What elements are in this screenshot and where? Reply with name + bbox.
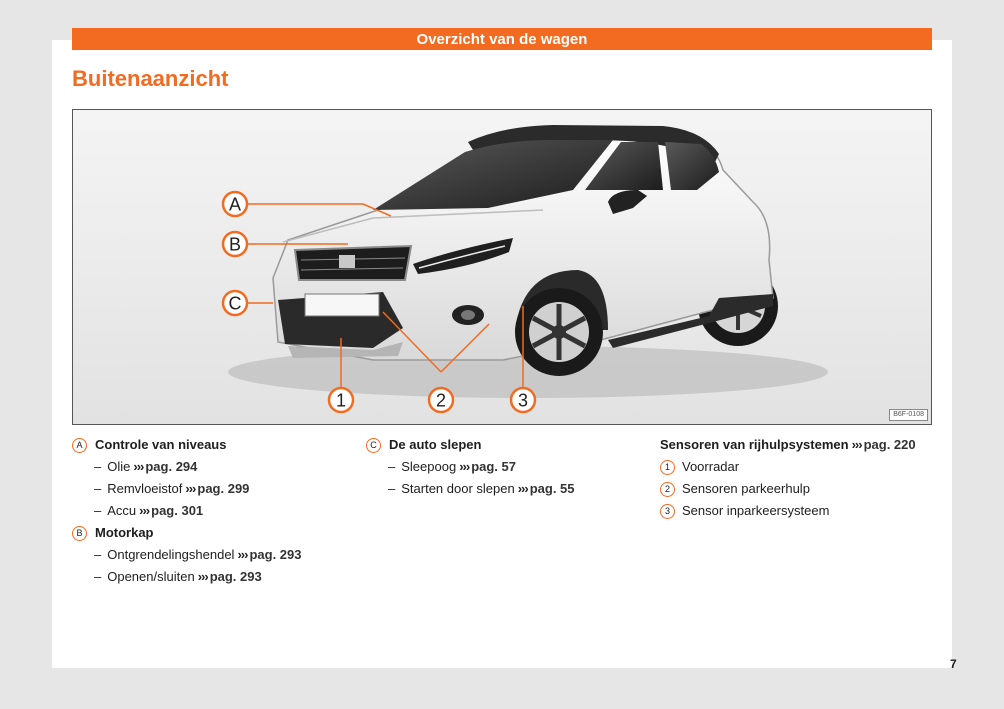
ref-arrows: ››› [459, 459, 470, 474]
car-illustration [73, 110, 931, 424]
list-item [660, 458, 945, 480]
marker-2: 2 [660, 482, 675, 497]
ref-arrows: ››› [197, 569, 208, 584]
car-exterior-figure [72, 109, 932, 425]
figure-code: B6F-0108 [889, 409, 928, 421]
callout-c-label: C [228, 293, 242, 314]
item-label: Ontgrendelingshendel [107, 547, 235, 562]
page-ref-link[interactable]: pag. 220 [863, 437, 916, 452]
marker-b: B [72, 526, 87, 541]
page-ref-link[interactable]: pag. 294 [145, 459, 198, 474]
page-ref-link[interactable]: pag. 55 [529, 481, 575, 496]
page-title: Buitenaanzicht [72, 66, 229, 91]
marker-3: 3 [660, 504, 675, 519]
column-left [72, 436, 357, 590]
item-label: Sleepoog [401, 459, 457, 474]
list-item: – Openen/sluiten ››› pag. 293 [94, 569, 262, 584]
group-b-heading [72, 524, 357, 546]
item-label: Openen/sluiten [107, 569, 195, 584]
callout-1-label: 1 [335, 390, 347, 411]
marker-c: C [366, 438, 381, 453]
marker-a: A [72, 438, 87, 453]
list-item: – Starten door slepen ››› pag. 55 [388, 481, 575, 496]
item-label: Sensor inparkeersysteem [682, 503, 830, 518]
group-a-title: Controle van niveaus [95, 437, 227, 452]
page-ref-link[interactable]: pag. 293 [249, 547, 302, 562]
sensors-heading [660, 436, 945, 458]
ref-arrows: ››› [139, 503, 150, 518]
callout-2 [429, 388, 453, 412]
callout-a-label: A [228, 194, 242, 215]
ref-arrows: ››› [517, 481, 528, 496]
group-b-title: Motorkap [95, 525, 154, 540]
page-ref-link[interactable]: pag. 299 [197, 481, 250, 496]
item-label: Voorradar [682, 459, 740, 474]
group-a-heading [72, 436, 357, 458]
callout-1 [329, 388, 353, 412]
item-label: Accu [107, 503, 137, 518]
ref-arrows: ››› [851, 437, 862, 452]
callout-3 [511, 388, 535, 412]
callout-3-label: 3 [517, 390, 529, 411]
sensors-title: Sensoren van rijhulpsystemen [660, 437, 849, 452]
list-item: – Accu ››› pag. 301 [94, 503, 204, 518]
list-item: – Sleepoog ››› pag. 57 [388, 459, 516, 474]
item-label: Olie [107, 459, 131, 474]
column-right [660, 436, 945, 524]
item-label: Sensoren parkeerhulp [682, 481, 810, 496]
list-item: – Ontgrendelingshendel ››› pag. 293 [94, 547, 302, 562]
page-number: 7 [950, 657, 957, 671]
marker-1: 1 [660, 460, 675, 475]
item-label: Starten door slepen [401, 481, 515, 496]
list-item: – Remvloeistof ››› pag. 299 [94, 481, 250, 496]
ref-arrows: ››› [237, 547, 248, 562]
list-item [660, 502, 945, 524]
group-c-heading [366, 436, 651, 458]
page-ref-link[interactable]: pag. 301 [151, 503, 204, 518]
list-item [660, 480, 945, 502]
item-label: Remvloeistof [107, 481, 183, 496]
page-ref-link[interactable]: pag. 293 [209, 569, 262, 584]
callout-2-label: 2 [435, 390, 447, 411]
ref-arrows: ››› [133, 459, 144, 474]
callout-c [223, 291, 247, 315]
list-item: – Olie ››› pag. 294 [94, 459, 198, 474]
callout-b [223, 232, 247, 256]
callout-b-label: B [228, 234, 242, 255]
page-ref-link[interactable]: pag. 57 [471, 459, 516, 474]
group-c-title: De auto slepen [389, 437, 482, 452]
section-header: Overzicht van de wagen [72, 28, 932, 50]
callout-a [223, 192, 247, 216]
ref-arrows: ››› [185, 481, 196, 496]
column-middle [366, 436, 651, 502]
